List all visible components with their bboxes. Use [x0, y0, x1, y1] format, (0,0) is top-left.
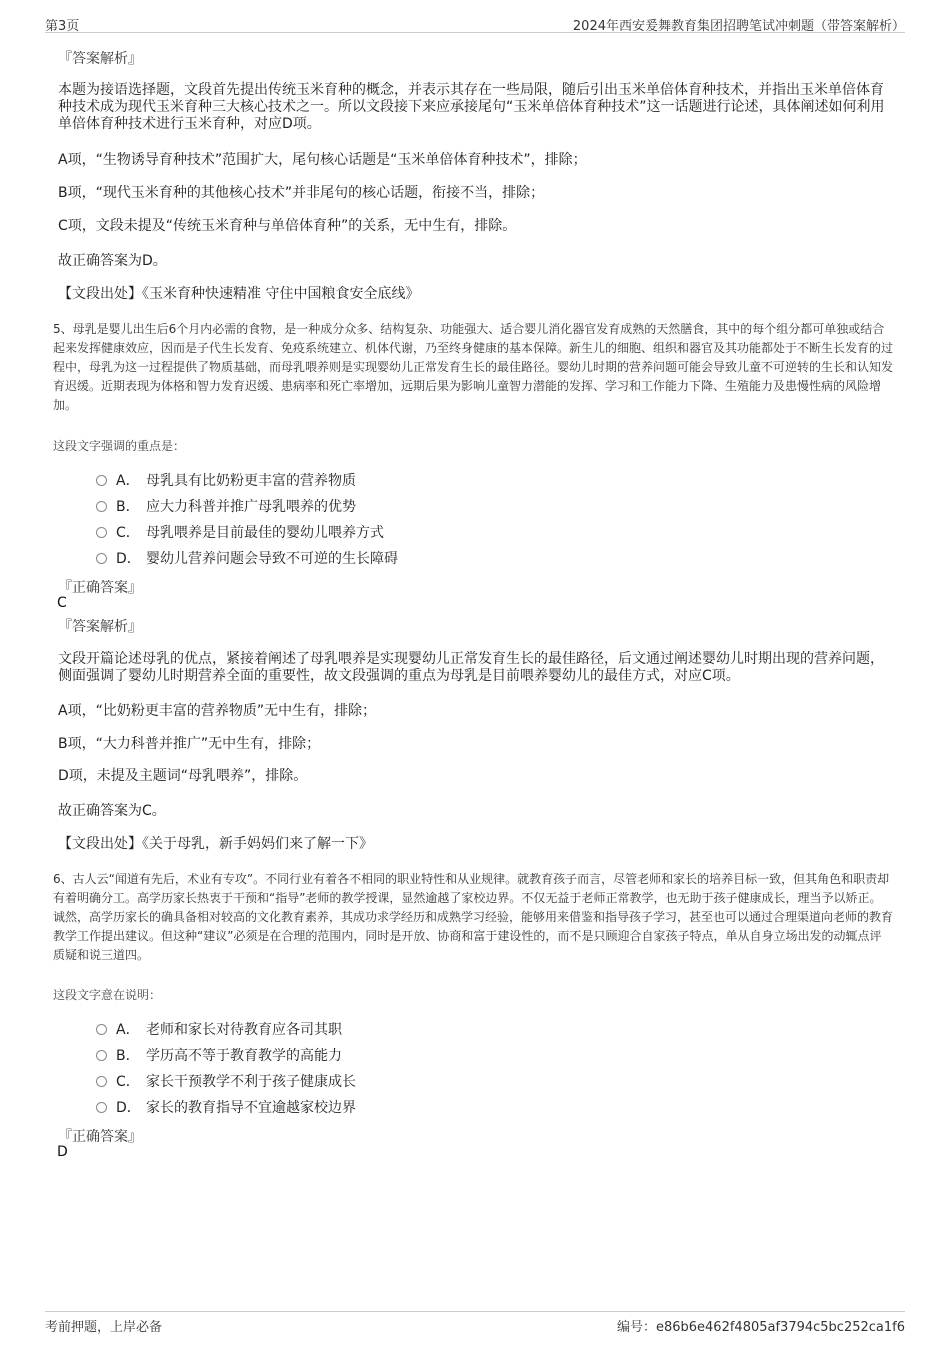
question-5-option-c[interactable]: C． 母乳喂养是目前最佳的婴幼儿喂养方式: [96, 522, 384, 542]
radio-button-icon[interactable]: [96, 553, 107, 564]
question-6-option-c[interactable]: C． 家长干预教学不利于孩子健康成长: [96, 1071, 356, 1091]
conclusion: 故正确答案为C。: [58, 803, 166, 819]
question-5-option-d[interactable]: D． 婴幼儿营养问题会导致不可逆的生长障碍: [96, 548, 398, 568]
radio-button-icon[interactable]: [96, 527, 107, 538]
option-a-analysis: A项，“比奶粉更丰富的营养物质”无中生有，排除；: [58, 703, 377, 719]
question-6-option-d[interactable]: D． 家长的教育指导不宜逾越家校边界: [96, 1097, 356, 1117]
radio-button-icon[interactable]: [96, 1050, 107, 1061]
question-5-option-b[interactable]: B． 应大力科普并推广母乳喂养的优势: [96, 496, 356, 516]
correct-answer-label: 『正确答案』: [58, 580, 142, 596]
question-6-text: 6、古人云“闻道有先后，术业有专攻”。不同行业有着各不相同的职业特性和从业规律。就教育孩子而言，尽管老师和家长的培养目标一致，但其角色和职责却有着明确分工。高学历家长热衷于干预和“指导”老师的教学授课，显然逾越了家校边界。不仅无益于老师正常教学，也无助于孩子健康成长，理当予以矫正。诚然，高学历家长的确具备相对较高的文化教育素养，其成功求学经历和成熟学习经验，能够用来借鉴和指导孩子学习，甚至也可以通过合理渠道向老师的教育教学工作提出建议。但这种“建议”必须是在合理的范围内，同时是开放、协商和富于建设性的，而不是只顾迎合自家孩子特点，单从自身立场出发的动辄点评质疑和说三道四。: [53, 872, 894, 962]
document-title: 2024年西安爰舞教育集团招聘笔试冲刺题（带答案解析）: [572, 19, 905, 34]
radio-button-icon[interactable]: [96, 1102, 107, 1113]
page-footer: [45, 1311, 905, 1336]
document-id: 编号：e86b6e462f4805af3794c5bc252ca1f6: [616, 1320, 905, 1335]
correct-answer-label: 『正确答案』: [58, 1129, 142, 1145]
conclusion: 故正确答案为D。: [58, 253, 167, 269]
correct-answer-value: C: [57, 595, 67, 611]
question-5-option-a[interactable]: A． 母乳具有比奶粉更丰富的营养物质: [96, 470, 356, 490]
page-number: 第3页: [45, 19, 80, 34]
analysis-label: 『答案解析』: [58, 619, 142, 635]
question-5-text: 5、母乳是婴儿出生后6个月内必需的食物，是一种成分众多、结构复杂、功能强大、适合婴儿消化器官发育成熟的天然膳食，其中的每个组分都可单独或结合起来发挥健康效应，因而是子代生长发育、免疫系统建立、机体代谢，乃至终身健康的基本保障。新生儿的细胞、组织和器官及其功能都处于不断生长发育的过程中，母乳为这一过程提供了物质基础，而母乳喂养则是实现婴幼儿正常发育生长的最佳路径。婴幼儿时期的营养问题可能会导致儿童不可逆转的生长和认知发育迟缓。近期表现为体格和智力发育迟缓、患病率和死亡率增加，远期后果为影响儿童智力潜能的发挥、学习和工作能力下降、生殖能力及患慢性病的风险增加。: [53, 322, 894, 412]
radio-button-icon[interactable]: [96, 501, 107, 512]
source-citation: 【文段出处】《玉米育种快速精准 守住中国粮食安全底线》: [58, 286, 420, 302]
option-c-analysis: C项，文段未提及“传统玉米育种与单倍体育种”的关系，无中生有，排除。: [58, 218, 517, 234]
question-6-option-a[interactable]: A． 老师和家长对待教育应各司其职: [96, 1019, 342, 1039]
radio-button-icon[interactable]: [96, 1024, 107, 1035]
correct-answer-value: D: [57, 1144, 68, 1160]
option-a-analysis: A项，“生物诱导育种技术”范围扩大，尾句核心话题是“玉米单倍体育种技术”，排除；: [58, 152, 587, 168]
source-citation: 【文段出处】《关于母乳，新手妈妈们来了解一下》: [58, 836, 373, 852]
question-5-prompt: 这段文字强调的重点是：: [53, 439, 186, 453]
footer-slogan: 考前押题，上岸必备: [45, 1320, 163, 1335]
option-b-analysis: B项，“现代玉米育种的其他核心技术”并非尾句的核心话题，衔接不当，排除；: [58, 185, 545, 201]
radio-button-icon[interactable]: [96, 475, 107, 486]
radio-button-icon[interactable]: [96, 1076, 107, 1087]
analysis-paragraph: 本题为接语选择题，文段首先提出传统玉米育种的概念，并表示其存在一些局限，随后引出玉米单倍体育种技术，并指出玉米单倍体育种技术成为现代玉米育种三大核心技术之一。所以文段接下来应承接尾句“玉米单倍体育种技术”这一话题进行论述，具体阐述如何利用单倍体育种技术进行玉米育种，对应D项。: [58, 82, 885, 132]
option-b-analysis: B项，“大力科普并推广”无中生有，排除；: [58, 736, 321, 752]
page-header: [45, 12, 905, 33]
option-d-analysis: D项，未提及主题词“母乳喂养”，排除。: [58, 768, 308, 784]
analysis-paragraph: 文段开篇论述母乳的优点，紧接着阐述了母乳喂养是实现婴幼儿正常发育生长的最佳路径，后文通过阐述婴幼儿时期出现的营养问题，侧面强调了婴幼儿时期营养全面的重要性，故文段强调的重点为母乳是目前喂养婴幼儿的最佳方式，对应C项。: [58, 651, 884, 684]
analysis-label: 『答案解析』: [58, 51, 142, 67]
question-6-prompt: 这段文字意在说明：: [53, 988, 162, 1002]
question-6-option-b[interactable]: B． 学历高不等于教育教学的高能力: [96, 1045, 342, 1065]
